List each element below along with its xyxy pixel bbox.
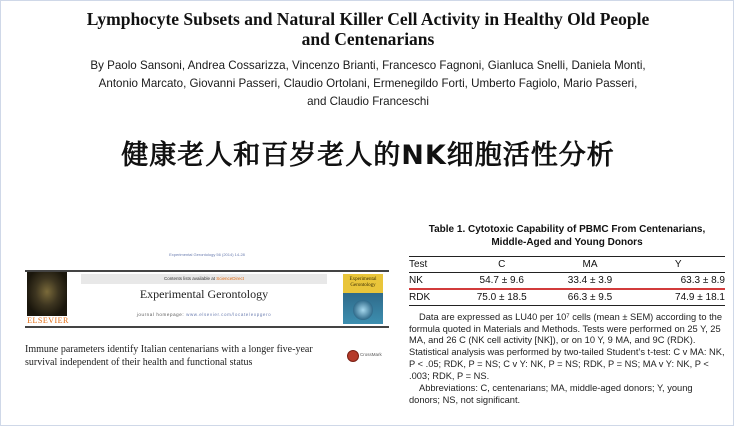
elsevier-wordmark: ELSEVIER [27, 316, 69, 325]
article-title: Immune parameters identify Italian centenarians with a longer five-year survival independent of their health and functional status [25, 344, 313, 368]
footnote-data: Data are expressed as LU40 per 10⁷ cells (mean ± SEM) according to the formula quoted in Materials and Methods. Tests were performed on 25 Y, 25 MA, and 26 C (NK cell activity [NK]), or on 10 Y, 9 MA, and 9C (RDK). Statistical analysis was performed by two-tailed Student’s t-test: C v MA: NK, P < .05; RDK, P = NS; C v Y: NK, P = NS; RDK, P = NS; MA v Y: NK, P < .003; RDK, P = NS. [409, 312, 725, 381]
table-1-block [409, 223, 725, 407]
cell-c: 54.7 ± 9.6 [455, 273, 548, 290]
table-footnotes [409, 312, 725, 407]
sciencedirect-link[interactable]: ScienceDirect [216, 276, 245, 281]
table-caption [409, 223, 725, 249]
authors-line-1: By Paolo Sansoni, Andrea Cossarizza, Vincenzo Brianti, Francesco Fagnoni, Gianluca Snelli, Daniela Monti, [90, 59, 646, 72]
journal-article-snippet [25, 241, 389, 391]
header-ma: MA [548, 257, 631, 273]
contents-band [81, 274, 327, 284]
header-test: Test [409, 257, 455, 273]
chinese-slide-title: 健康老人和百岁老人的NK细胞活性分析 [121, 140, 615, 171]
cell-ma: 66.3 ± 9.5 [548, 289, 631, 306]
cell-y: 74.9 ± 18.1 [632, 289, 725, 306]
cell-test: RDK [409, 289, 455, 306]
table-caption-line-2: Middle-Aged and Young Donors [491, 237, 643, 248]
cell-c: 75.0 ± 18.5 [455, 289, 548, 306]
crossmark-icon [347, 350, 359, 362]
crossmark-badge[interactable] [347, 349, 383, 363]
cell-test: NK [409, 273, 455, 290]
authors-line-3: and Claudio Franceschi [307, 95, 429, 108]
journal-homepage [81, 312, 327, 317]
paper-title-line-2: and Centenarians [301, 29, 435, 49]
header-y: Y [632, 257, 725, 273]
cell-y: 63.3 ± 8.9 [632, 273, 725, 290]
journal-cover-image [343, 274, 383, 324]
paper-title-line-1: Lymphocyte Subsets and Natural Killer Cell Activity in Healthy Old People [86, 9, 650, 29]
table-caption-line-1: Table 1. Cytotoxic Capability of PBMC From Centenarians, [428, 224, 706, 235]
journal-header [25, 270, 389, 328]
table-header-row [409, 257, 725, 273]
table-row [409, 273, 725, 290]
table-row [409, 289, 725, 306]
cell-ma: 33.4 ± 3.9 [548, 273, 631, 290]
paper-title [21, 9, 715, 49]
cover-graphic [353, 300, 373, 320]
elsevier-tree-logo [27, 272, 67, 316]
cover-title: Experimental Gerontology [349, 277, 377, 288]
authors-line-2: Antonio Marcato, Giovanni Passeri, Claudio Ortolani, Ermenegildo Forti, Umberto Fagiolo, Mario Passeri, [98, 77, 638, 90]
header-c: C [455, 257, 548, 273]
cytotoxicity-table [409, 256, 725, 306]
crossmark-label: CrossMark [360, 352, 382, 357]
footnote-abbreviations: Abbreviations: C, centenarians; MA, middle-aged donors; Y, young donors; NS, not significant. [409, 383, 693, 405]
homepage-link[interactable]: www.elsevier.com/locate/expgero [186, 312, 272, 317]
journal-name: Experimental Gerontology [139, 287, 269, 301]
contents-prefix: Contents lists available at [163, 276, 217, 281]
homepage-prefix: journal homepage: [136, 312, 187, 317]
author-list [31, 57, 705, 111]
journal-citation: Experimental Gerontology 56 (2014) 14-28 [169, 252, 245, 257]
